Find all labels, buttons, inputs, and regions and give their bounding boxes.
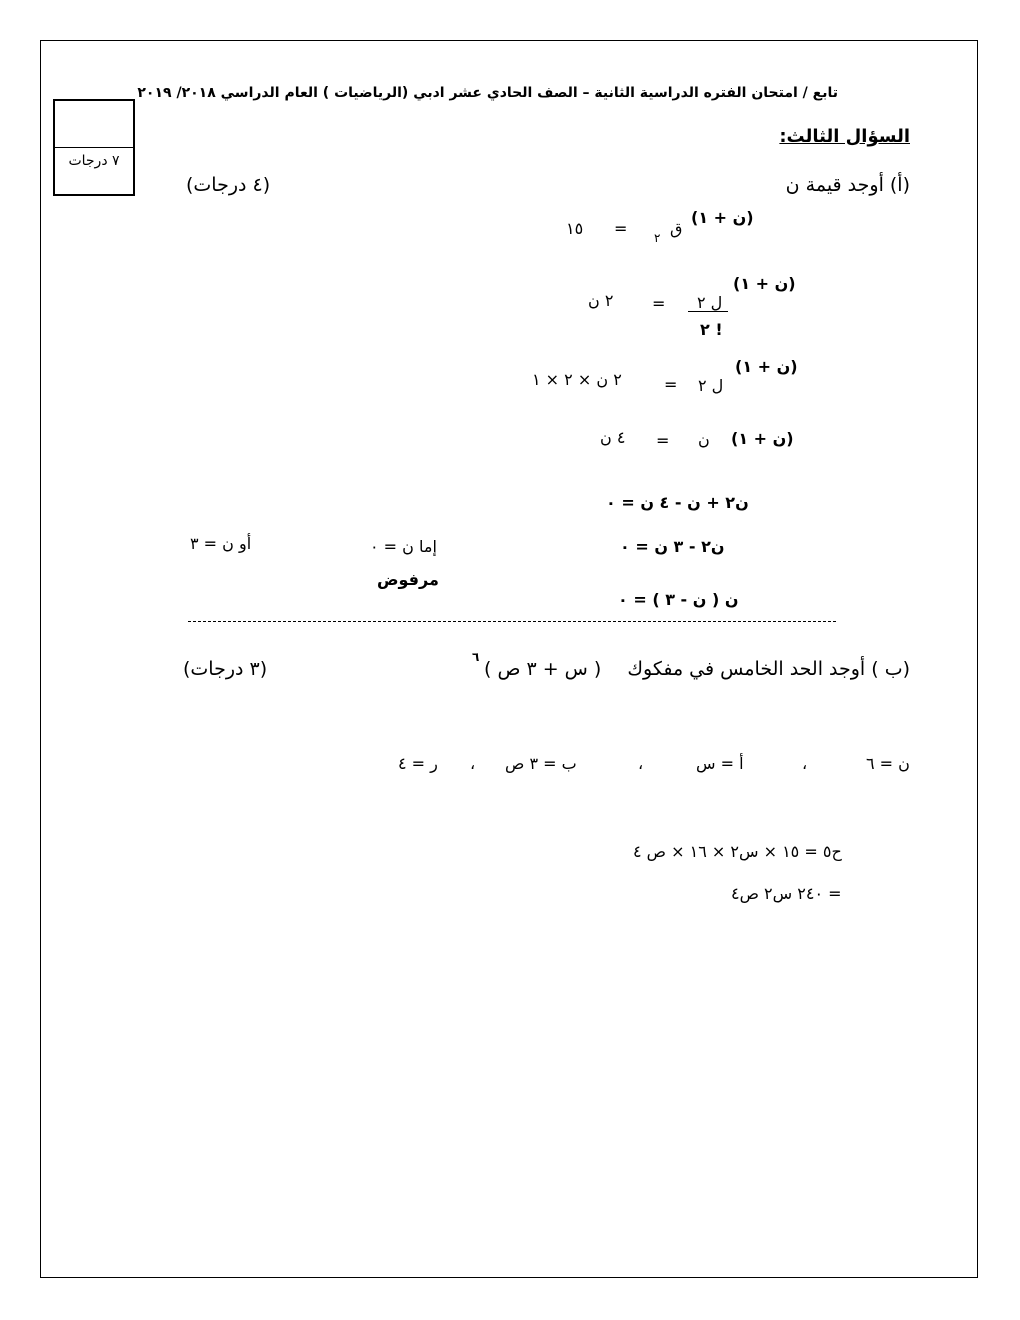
b-a-value: أ = س [696, 754, 744, 773]
a3-l: ل ٢ [698, 376, 724, 395]
a2-numerator: ل ٢ [697, 293, 723, 312]
exam-header: تابع / امتحان الفتره الدراسية الثانية – الصف الحادي عشر ادبي (الرياضيات ) العام الدراسي ٢٠١٨/ ٢٠١٩ [137, 85, 838, 101]
b-h5-result: = ٢٤٠ س٢ ص٤ [731, 884, 842, 903]
a4-lhs-n: ن [698, 430, 710, 449]
a2-fraction-bar [688, 311, 728, 312]
rejected-note: مرفوض [377, 570, 439, 589]
part-b-marks: (٣ درجات) [183, 658, 268, 680]
a3-equals: = [664, 375, 678, 394]
grade-box-divider [55, 147, 133, 148]
part-b-power: ٦ [472, 650, 480, 664]
a7-equation: ن ( ن - ٣ ) = ٠ [618, 590, 739, 609]
a2-equals: = [652, 294, 666, 313]
a4-rhs: ٤ ن [600, 428, 626, 447]
question-title: السؤال الثالث: [779, 126, 910, 147]
part-b-expression: ( س + ٣ ص ) [484, 658, 602, 680]
a1-q: ق [670, 219, 683, 238]
a1-subscript: ٢ [654, 231, 661, 245]
a2-rhs: ٢ ن [588, 291, 614, 310]
b-comma-1: ، [802, 754, 808, 773]
a2-denominator: ٢ ! [700, 320, 723, 339]
solution-either: إما ن = ٠ [370, 537, 437, 556]
a1-superscript: (ن + ١) [691, 208, 754, 227]
b-n-value: ن = ٦ [866, 754, 910, 773]
a3-rhs: ٢ ن × ٢ × ١ [532, 370, 622, 389]
a5-equation: ن٢ + ن - ٤ ن = ٠ [606, 493, 749, 512]
a4-equals: = [656, 431, 670, 450]
b-r-value: ر = ٤ [398, 754, 438, 773]
b-h5-expansion: ح٥ = ١٥ × س٢ × ١٦ × ص ٤ [633, 842, 842, 861]
part-b-prompt: (ب ) أوجد الحد الخامس في مفكوك [627, 658, 910, 680]
part-a-marks: (٤ درجات) [186, 174, 271, 196]
a4-lhs-bracket: (ن + ١) [731, 429, 794, 448]
a1-equals: = [614, 219, 628, 238]
part-a-prompt: (أ) أوجد قيمة ن [785, 174, 910, 196]
solution-or: أو ن = ٣ [190, 534, 252, 553]
a1-rhs: ١٥ [566, 219, 584, 238]
b-comma-3: ، [470, 754, 476, 773]
a2-superscript: (ن + ١) [733, 274, 796, 293]
grade-box-label: ٧ درجات [68, 153, 120, 169]
section-divider [188, 621, 836, 622]
a3-superscript: (ن + ١) [735, 357, 798, 376]
b-b-value: ب = ٣ ص [505, 754, 577, 773]
a6-equation: ن٢ - ٣ ن = ٠ [620, 537, 725, 556]
b-comma-2: ، [638, 754, 644, 773]
grade-box [53, 99, 135, 196]
